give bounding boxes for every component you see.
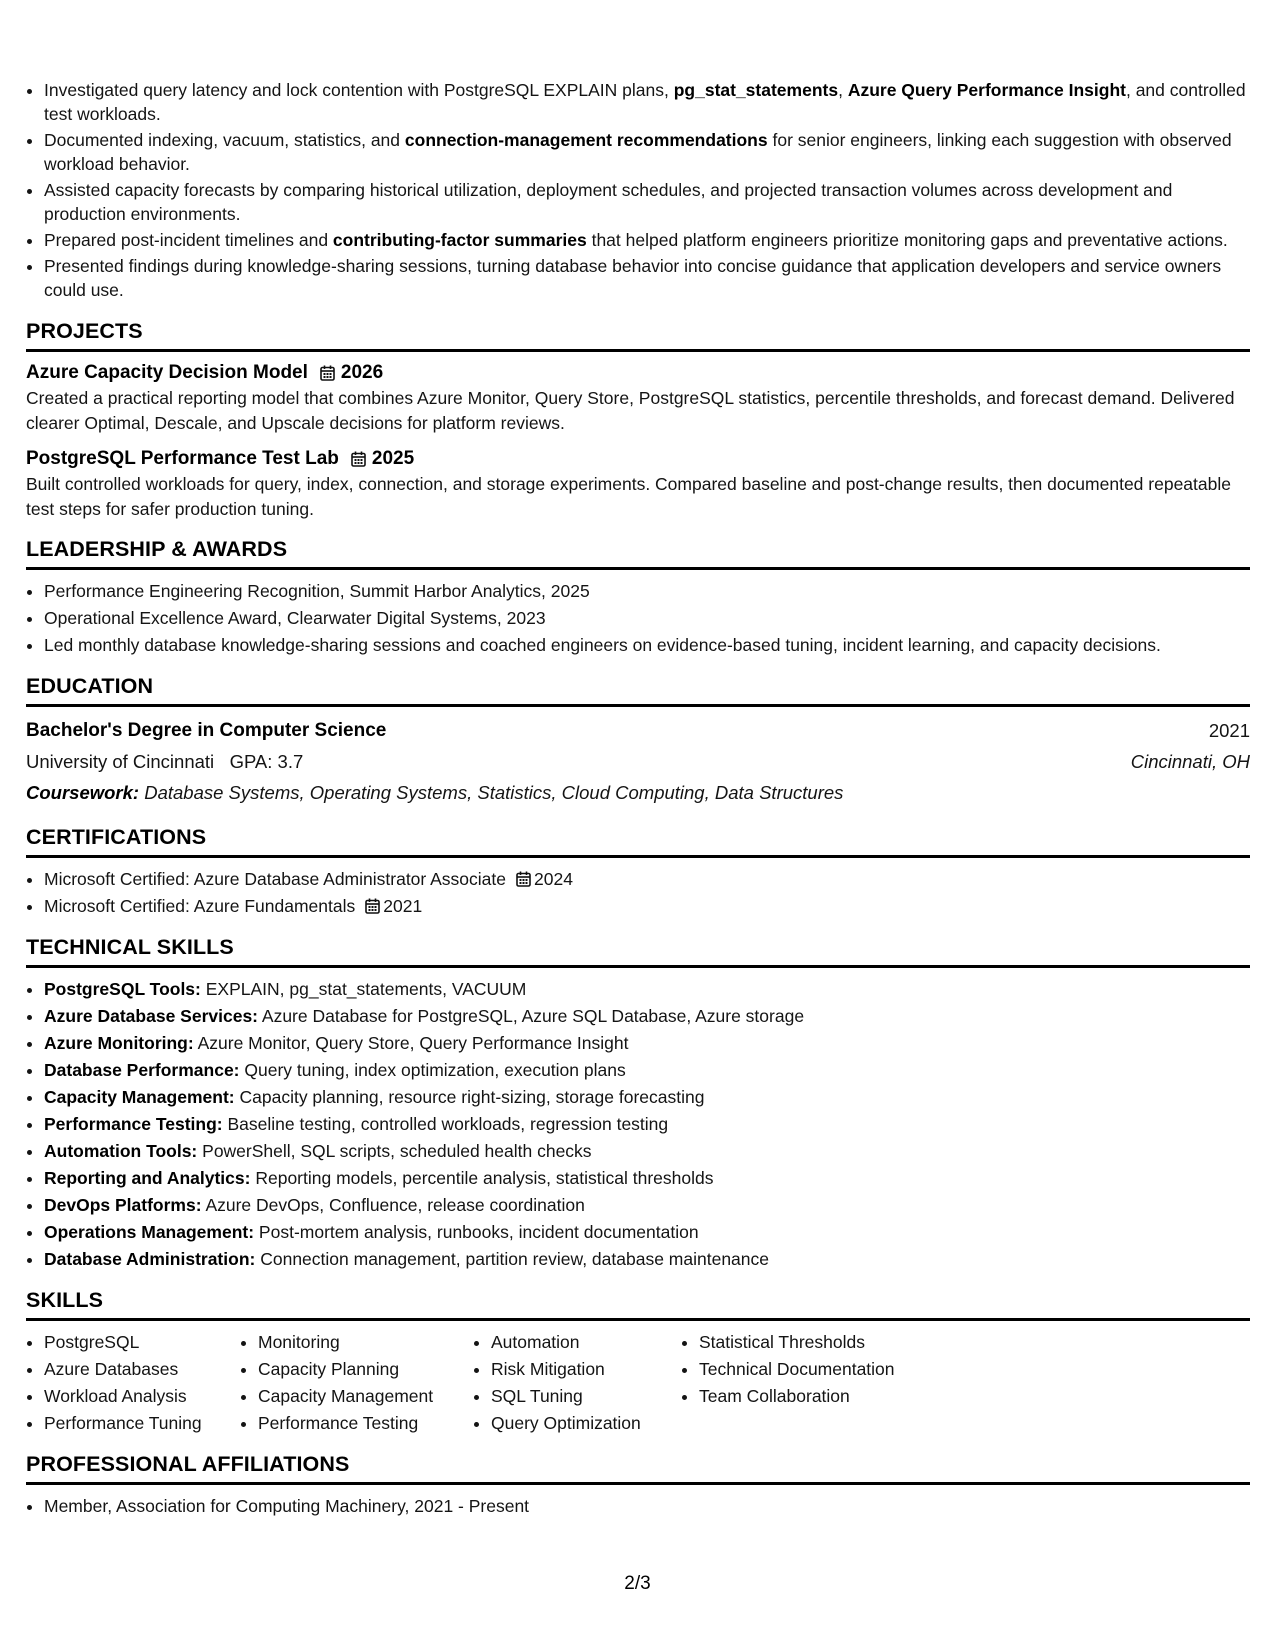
calendar-icon <box>351 451 366 467</box>
project-year: 2025 <box>371 448 415 469</box>
list-item: • PostgreSQL <box>44 1329 240 1356</box>
leadership-list <box>26 578 1250 659</box>
list-item: • Investigated query latency and lock contention with PostgreSQL EXPLAIN plans, pg_stat_statements, Azure Query Performance Insight, and controlled test workloads. <box>44 78 1250 126</box>
skills-section <box>26 1287 1250 1437</box>
skills-column <box>681 1329 959 1437</box>
list-item: • Capacity Planning <box>258 1356 473 1383</box>
list-item: • Monitoring <box>258 1329 473 1356</box>
list-item: • Azure Monitoring: Azure Monitor, Query Store, Query Performance Insight <box>44 1030 1250 1057</box>
list-item: • Automation Tools: PowerShell, SQL scripts, scheduled health checks <box>44 1138 1250 1165</box>
list-item: • Microsoft Certified: Azure Database Administrator Associate 2024 <box>44 866 1250 893</box>
section-title: PROJECTS <box>26 318 1250 352</box>
location: Cincinnati, OH <box>1130 751 1250 772</box>
list-item: • Operations Management: Post-mortem analysis, runbooks, incident documentation <box>44 1219 1250 1246</box>
list-item: • Performance Testing: Baseline testing, controlled workloads, regression testing <box>44 1111 1250 1138</box>
coursework: Database Systems, Operating Systems, Statistics, Cloud Computing, Data Structures <box>144 782 844 803</box>
list-item: • Database Performance: Query tuning, index optimization, execution plans <box>44 1057 1250 1084</box>
school: University of Cincinnati <box>26 751 215 772</box>
list-item: • Automation <box>491 1329 681 1356</box>
list-item: • Query Optimization <box>491 1410 681 1437</box>
projects-section <box>26 318 1250 522</box>
technical-skills-section <box>26 934 1250 1273</box>
cert-year: 2024 <box>534 869 573 889</box>
education-school-row <box>26 746 1250 777</box>
project-year: 2026 <box>340 362 384 383</box>
list-item: • Team Collaboration <box>699 1383 959 1410</box>
skills-column <box>473 1329 681 1437</box>
project-description: Built controlled workloads for query, index, connection, and storage experiments. Compared baseline and post-change results, then documented repeatable test steps for safer production tuning. <box>26 474 1231 519</box>
section-title: PROFESSIONAL AFFILIATIONS <box>26 1451 1250 1485</box>
list-item: • Risk Mitigation <box>491 1356 681 1383</box>
list-item: • Capacity Management <box>258 1383 473 1410</box>
project-name: Azure Capacity Decision Model <box>26 362 308 383</box>
list-item: • Performance Tuning <box>44 1410 240 1437</box>
list-item: • Database Administration: Connection management, partition review, database maintenance <box>44 1246 1250 1273</box>
project-heading <box>26 360 1250 386</box>
list-item: • Capacity Management: Capacity planning, resource right-sizing, storage forecasting <box>44 1084 1250 1111</box>
degree: Bachelor's Degree in Computer Science <box>26 720 387 741</box>
coursework-row <box>26 777 1250 808</box>
list-item: • Reporting and Analytics: Reporting models, percentile analysis, statistical thresholds <box>44 1165 1250 1192</box>
cert-year: 2021 <box>383 896 423 916</box>
list-item: • SQL Tuning <box>491 1383 681 1410</box>
list-item: • Documented indexing, vacuum, statistics, and connection-management recommendations for senior engineers, linking each suggestion with observed workload behavior. <box>44 128 1250 176</box>
calendar-icon <box>320 365 335 381</box>
project-heading <box>26 446 1250 472</box>
project-name: PostgreSQL Performance Test Lab <box>26 448 339 469</box>
page-number: 2/3 <box>624 1573 651 1594</box>
section-title: SKILLS <box>26 1287 1250 1321</box>
technical-skills-list <box>26 976 1250 1273</box>
list-item: • Performance Engineering Recognition, Summit Harbor Analytics, 2025 <box>44 578 1250 605</box>
skills-column <box>240 1329 473 1437</box>
experience-bullets <box>26 78 1250 302</box>
list-item: • Technical Documentation <box>699 1356 959 1383</box>
leadership-section <box>26 536 1250 659</box>
list-item: • Workload Analysis <box>44 1383 240 1410</box>
resume-page <box>26 78 1250 1520</box>
list-item: • Assisted capacity forecasts by comparing historical utilization, deployment schedules, and projected transaction volumes across development and production environments. <box>44 178 1250 226</box>
certifications-list <box>26 866 1250 920</box>
section-title: CERTIFICATIONS <box>26 824 1250 858</box>
list-item: • Azure Database Services: Azure Database for PostgreSQL, Azure SQL Database, Azure storage <box>44 1003 1250 1030</box>
section-title: LEADERSHIP & AWARDS <box>26 536 1250 570</box>
project-description: Created a practical reporting model that combines Azure Monitor, Query Store, PostgreSQL statistics, percentile thresholds, and forecast demand. Delivered clearer Optimal, Descale, and Upscale decisions for platform reviews. <box>26 388 1235 433</box>
education-degree-row <box>26 715 1250 746</box>
section-title: TECHNICAL SKILLS <box>26 934 1250 968</box>
skills-column <box>26 1329 240 1437</box>
list-item: • PostgreSQL Tools: EXPLAIN, pg_stat_statements, VACUUM <box>44 976 1250 1003</box>
list-item: • Prepared post-incident timelines and contributing-factor summaries that helped platform engineers prioritize monitoring gaps and preventative actions. <box>44 228 1250 252</box>
skills-columns <box>26 1329 1250 1437</box>
list-item: • Member, Association for Computing Machinery, 2021 - Present <box>44 1493 1250 1520</box>
affiliations-section <box>26 1451 1250 1520</box>
list-item: • Statistical Thresholds <box>699 1329 959 1356</box>
section-title: EDUCATION <box>26 673 1250 707</box>
list-item: • Microsoft Certified: Azure Fundamentals 2021 <box>44 893 1250 920</box>
list-item: • Performance Testing <box>258 1410 473 1437</box>
list-item: • Azure Databases <box>44 1356 240 1383</box>
graduation-year: 2021 <box>1208 720 1250 741</box>
calendar-icon <box>516 871 531 887</box>
list-item: • Presented findings during knowledge-sharing sessions, turning database behavior into concise guidance that application developers and service owners could use. <box>44 254 1250 302</box>
certifications-section <box>26 824 1250 920</box>
list-item: • Operational Excellence Award, Clearwater Digital Systems, 2023 <box>44 605 1250 632</box>
coursework-label: Coursework: <box>26 782 140 803</box>
education-section <box>26 673 1250 808</box>
affiliations-list <box>26 1493 1250 1520</box>
list-item: • DevOps Platforms: Azure DevOps, Confluence, release coordination <box>44 1192 1250 1219</box>
calendar-icon <box>365 898 380 914</box>
gpa: GPA: 3.7 <box>229 751 304 772</box>
list-item: • Led monthly database knowledge-sharing sessions and coached engineers on evidence-based tuning, incident learning, and capacity decisions. <box>44 632 1250 659</box>
